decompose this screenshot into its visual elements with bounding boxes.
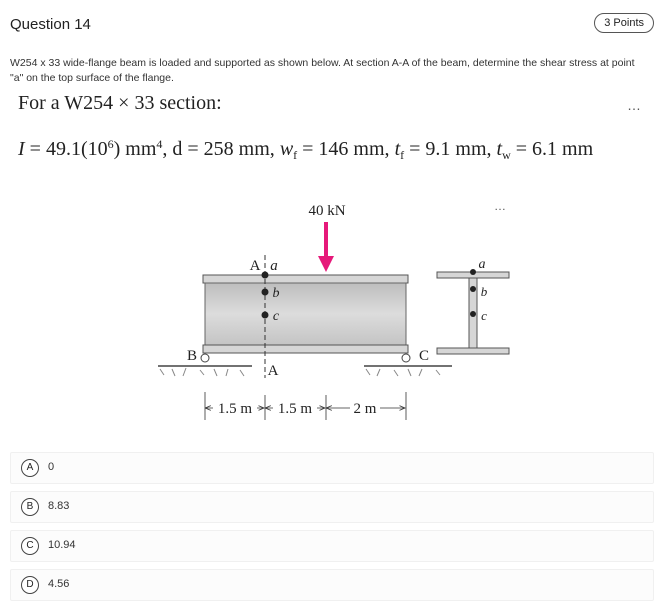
- choice-c[interactable]: [10, 530, 654, 562]
- section-top-label: A: [249, 258, 261, 274]
- question-text: W254 x 33 wide-flange beam is loaded and supported as shown below. At section A-A of the beam, determine the shear stress at point "a" on the top surface of the flange.: [10, 57, 635, 84]
- prop-tw-sub: w: [502, 148, 511, 162]
- prop-wf-sub: f: [293, 148, 298, 162]
- section-label: For a W254 × 33 section:: [18, 92, 222, 114]
- dim-label-3: 2 m: [353, 401, 377, 417]
- xsection-b-dot: [470, 286, 476, 292]
- more-icon[interactable]: …: [627, 97, 642, 113]
- prop-tf-sub: f: [400, 148, 405, 162]
- xsection-bottom-flange: [437, 348, 509, 354]
- xsection-a-label: a: [478, 257, 486, 272]
- prop-tw: = 6.1 mm: [510, 138, 594, 160]
- xsection-c-dot: [470, 311, 476, 317]
- choice-d-text: 4.56: [48, 578, 70, 590]
- dim-label-1: 1.5 m: [217, 401, 253, 417]
- point-a-dot: [262, 272, 269, 279]
- choice-d[interactable]: [10, 569, 654, 601]
- support-b-label: B: [186, 348, 198, 364]
- ground-right-hatch: [366, 369, 440, 376]
- support-c-label: C: [418, 348, 430, 364]
- answer-choices: [10, 452, 654, 608]
- beam-bottom-flange: [203, 345, 408, 353]
- beam-web: [205, 283, 406, 345]
- section-properties: [18, 137, 593, 163]
- prop-tf-label: t: [394, 138, 401, 160]
- prop-I-value: = 49.1(10: [24, 138, 108, 160]
- choice-b[interactable]: [10, 491, 654, 523]
- prop-tw-label: t: [496, 138, 503, 160]
- choice-b-text: 8.83: [48, 500, 70, 512]
- xsection-b-label: b: [480, 284, 488, 299]
- section-bottom-label: A: [267, 363, 279, 379]
- beam-figure: [0, 190, 664, 430]
- prop-I-unit-exp: 4: [156, 137, 163, 151]
- prop-wf: = 146 mm,: [297, 138, 395, 160]
- xsection-c-label: c: [481, 308, 487, 323]
- dim-label-2: 1.5 m: [277, 401, 313, 417]
- prop-wf-label: w: [279, 138, 294, 160]
- xsection-a-dot: [470, 269, 476, 275]
- load-arrow-head: [318, 256, 334, 272]
- point-b-dot: [262, 289, 269, 296]
- prop-I-unit: ) mm: [113, 138, 157, 160]
- support-b-pin: [201, 354, 209, 362]
- choice-d-radio[interactable]: D: [21, 576, 39, 594]
- beam-top-flange: [203, 275, 408, 283]
- support-c-roller: [402, 354, 410, 362]
- question-title: Question 14: [10, 16, 91, 33]
- choice-a-text: 0: [48, 461, 55, 473]
- load-label: 40 kN: [308, 203, 346, 219]
- point-a-label: a: [270, 258, 278, 274]
- figure-more-icon[interactable]: …: [494, 199, 506, 213]
- prop-tf: = 9.1 mm,: [404, 138, 497, 160]
- choice-c-text: 10.94: [48, 539, 76, 551]
- question-header: [0, 0, 664, 48]
- choice-c-radio[interactable]: C: [21, 537, 39, 555]
- choice-b-radio[interactable]: B: [21, 498, 39, 516]
- prop-I-exp: 6: [107, 137, 114, 151]
- choice-a[interactable]: [10, 452, 654, 484]
- point-c-dot: [262, 312, 269, 319]
- prop-I-label: I: [18, 138, 25, 160]
- prop-d: , d = 258 mm,: [162, 138, 280, 160]
- points-badge: 3 Points: [594, 13, 654, 33]
- ground-left-hatch: [160, 368, 244, 376]
- point-b-label: b: [272, 286, 280, 301]
- choice-a-radio[interactable]: A: [21, 459, 39, 477]
- point-c-label: c: [272, 309, 280, 324]
